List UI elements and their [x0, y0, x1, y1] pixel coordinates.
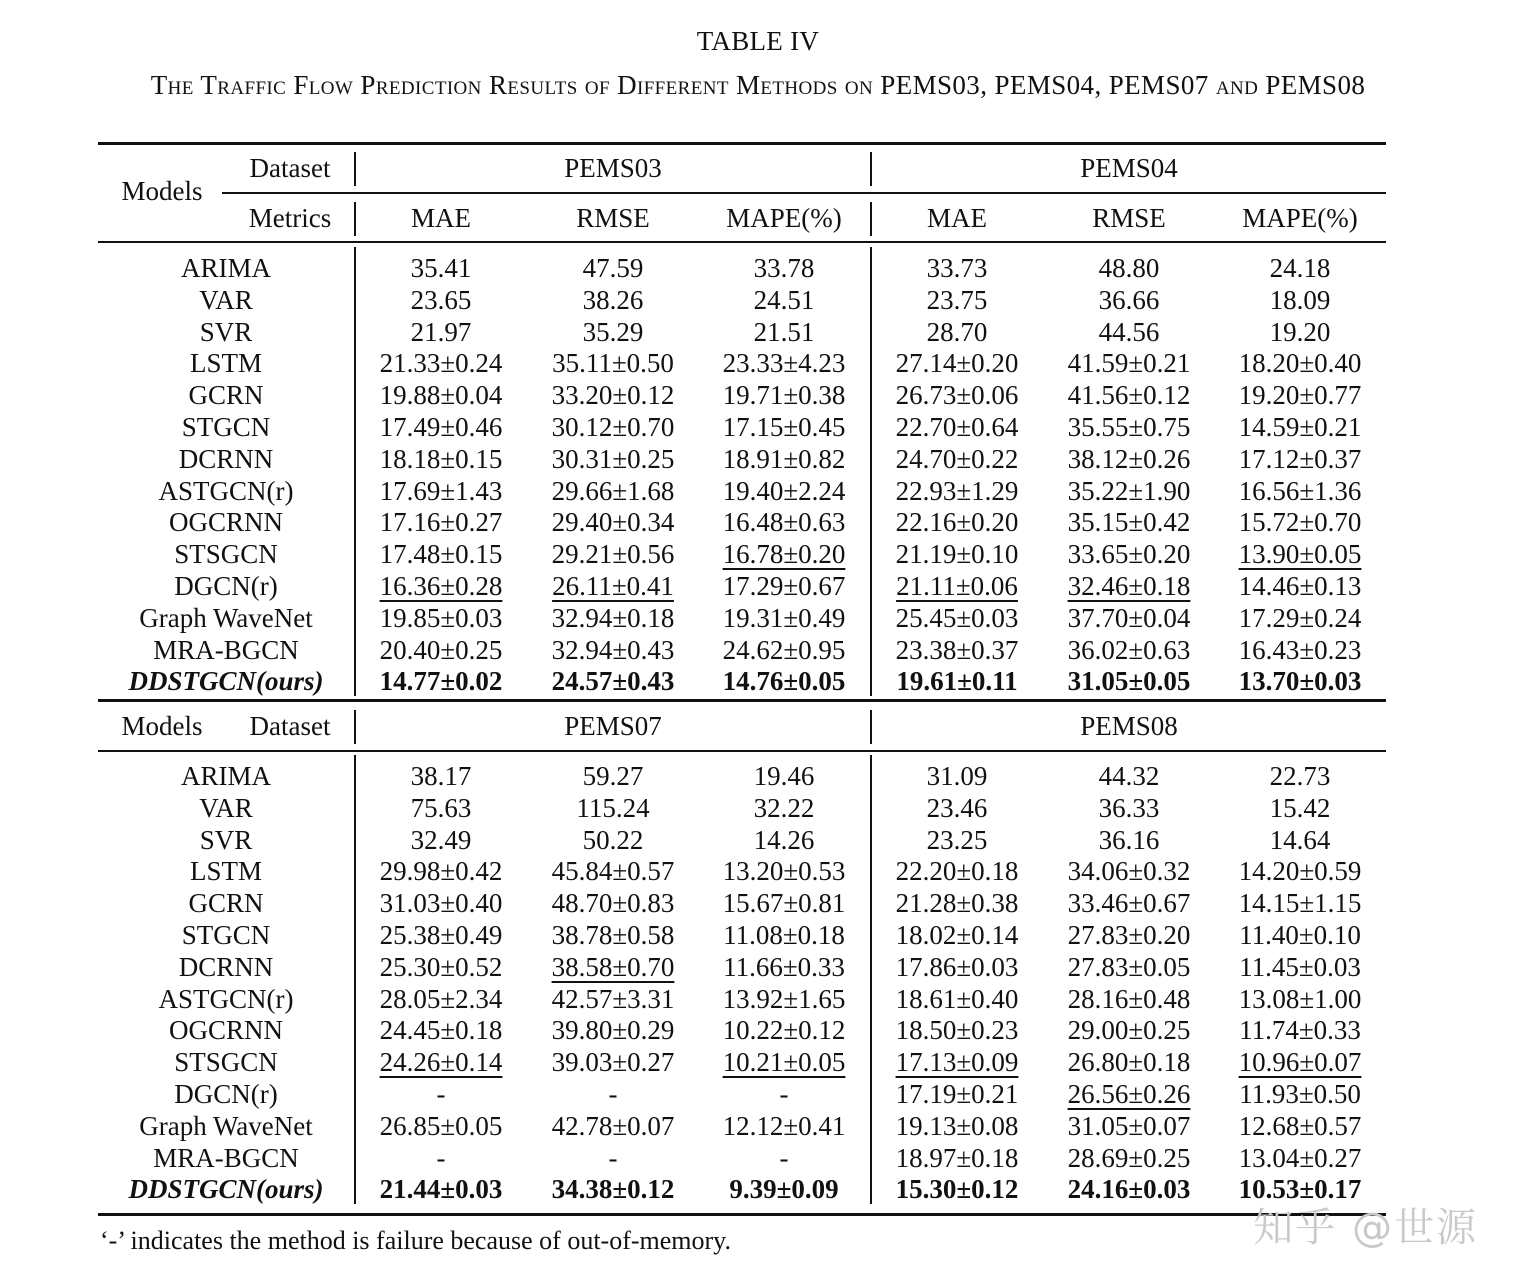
table-cell: 19.88±0.04 [379, 380, 503, 411]
dataset-label: PEMS04 [1080, 153, 1178, 183]
table-cell: 10.96±0.07 [1238, 1047, 1362, 1078]
table-label: TABLE IV [696, 26, 820, 56]
table-cell: 14.46±0.13 [1238, 571, 1362, 601]
table-cell: 28.70 [926, 316, 988, 347]
metric-label: RMSE [576, 203, 650, 233]
table-cell: 25.38±0.49 [379, 920, 503, 950]
model-name: MRA-BGCN [153, 1142, 299, 1173]
model-name: DCRNN [178, 443, 274, 474]
table-cell: 16.43±0.23 [1238, 634, 1362, 665]
table-cell: 18.97±0.18 [895, 1142, 1019, 1173]
table-cell: 17.29±0.67 [722, 571, 846, 601]
table-cell: 32.49 [410, 824, 472, 855]
model-name: VAR [199, 284, 253, 315]
metric-label: MAE [927, 203, 987, 233]
table-cell: 13.20±0.53 [722, 856, 846, 887]
model-name: ARIMA [180, 761, 272, 791]
table-cell: 19.85±0.03 [379, 602, 503, 633]
model-name: GCRN [188, 888, 264, 919]
table-cell: 23.38±0.37 [895, 634, 1019, 665]
table-cell: 33.65±0.20 [1067, 539, 1191, 570]
table-cell: 10.53±0.17 [1238, 1174, 1362, 1205]
table-cell: 19.20 [1269, 316, 1331, 347]
table-cell: 27.83±0.05 [1067, 951, 1191, 982]
header-divider [354, 710, 356, 744]
table-cell: 38.78±0.58 [551, 920, 675, 950]
table-cell: 22.16±0.20 [895, 507, 1019, 538]
model-name: DDSTGCN(ours) [128, 666, 324, 697]
table-cell: 17.29±0.24 [1238, 602, 1362, 633]
model-name: SVR [199, 316, 253, 347]
table-cell: 32.94±0.18 [551, 602, 675, 633]
dataset-label: PEMS07 [564, 711, 662, 741]
table-cell: 24.16±0.03 [1067, 1174, 1191, 1205]
header-divider [354, 202, 356, 236]
table-cell: 38.12±0.26 [1067, 443, 1191, 474]
model-name: STGCN [181, 412, 271, 442]
table-cell: 26.85±0.05 [379, 1110, 503, 1141]
table-cell: 16.78±0.20 [722, 539, 846, 570]
table-cell: 35.41 [410, 253, 472, 283]
table-cell: 41.56±0.12 [1067, 380, 1191, 411]
header-models: Models [121, 176, 203, 206]
metric-label: MAPE(%) [726, 203, 842, 233]
header-divider [870, 152, 872, 186]
table-cell: 15.30±0.12 [895, 1174, 1019, 1205]
table-cell: 19.40±2.24 [722, 475, 846, 506]
table-cell: 36.33 [1098, 792, 1160, 823]
table-cell: 19.31±0.49 [722, 602, 846, 633]
table-cell: 24.62±0.95 [722, 634, 846, 665]
table-cell: 27.14±0.20 [895, 348, 1019, 379]
table-cell: 35.11±0.50 [552, 348, 674, 379]
table-cell: 10.22±0.12 [722, 1015, 846, 1046]
table-cell: 24.18 [1269, 253, 1331, 283]
table-cell: 11.40±0.10 [1239, 920, 1361, 950]
table-cell: 9.39±0.09 [729, 1174, 839, 1205]
model-name: ASTGCN(r) [158, 475, 294, 506]
table-cell: 29.00±0.25 [1067, 1015, 1191, 1046]
table-cell: 20.40±0.25 [379, 634, 503, 665]
table-cell: 25.30±0.52 [379, 951, 503, 982]
table-cell: - [779, 1142, 789, 1173]
table-cell: 42.57±3.31 [551, 983, 675, 1014]
table-cell: 14.59±0.21 [1238, 412, 1362, 442]
table-cell: 36.02±0.63 [1067, 634, 1191, 665]
header-bottom-rule [98, 241, 1386, 243]
table-cell: 35.55±0.75 [1067, 412, 1191, 442]
table-cell: 31.03±0.40 [379, 888, 503, 919]
table-cell: 28.05±2.34 [379, 983, 503, 1014]
table-cell: 17.15±0.45 [722, 412, 846, 442]
table-cell: 39.80±0.29 [551, 1015, 675, 1046]
table-cell: 12.12±0.41 [722, 1110, 846, 1141]
table-cell: 35.22±1.90 [1067, 475, 1191, 506]
table-cell: - [779, 1079, 789, 1109]
header-divider [870, 710, 872, 744]
model-name: STSGCN [174, 1047, 278, 1078]
model-name: DCRNN [178, 951, 274, 982]
model-name: LSTM [189, 856, 263, 887]
table-cell: 14.15±1.15 [1238, 888, 1362, 919]
top-rule [98, 142, 1386, 145]
table-cell: 41.59±0.21 [1067, 348, 1191, 379]
model-name: MRA-BGCN [153, 634, 299, 665]
header-metrics: Metrics [248, 203, 332, 233]
table-cell: 14.64 [1269, 824, 1331, 855]
model-name: VAR [199, 792, 253, 823]
table-cell: 13.92±1.65 [722, 983, 846, 1014]
table-cell: 26.56±0.26 [1067, 1079, 1191, 1109]
table-cell: 23.25 [926, 824, 988, 855]
table-cell: 47.59 [582, 253, 644, 283]
table-cell: 39.03±0.27 [551, 1047, 675, 1078]
table-cell: 13.08±1.00 [1238, 983, 1362, 1014]
bottom-rule [98, 1213, 1386, 1216]
table-cell: 21.51 [753, 316, 815, 347]
model-name: ASTGCN(r) [158, 983, 294, 1014]
table-cell: 18.50±0.23 [895, 1015, 1019, 1046]
block-separator-rule [98, 699, 1386, 702]
table-cell: 22.93±1.29 [895, 475, 1019, 506]
table-cell: 15.42 [1269, 792, 1331, 823]
column-divider [870, 247, 872, 696]
table-cell: 11.66±0.33 [723, 951, 845, 982]
table-cell: 115.24 [576, 792, 650, 823]
model-name: SVR [199, 824, 253, 855]
table-cell: 24.70±0.22 [895, 443, 1019, 474]
table-cell: 19.61±0.11 [896, 666, 1018, 697]
table-cell: 31.05±0.07 [1067, 1110, 1191, 1141]
model-name: Graph WaveNet [139, 1110, 313, 1141]
model-name: STSGCN [174, 539, 278, 570]
table-cell: 33.46±0.67 [1067, 888, 1191, 919]
table-cell: 23.33±4.23 [722, 348, 846, 379]
table-cell: 44.56 [1098, 316, 1160, 347]
table-cell: 11.08±0.18 [723, 920, 845, 950]
table-cell: 38.17 [410, 761, 472, 791]
table-cell: 30.12±0.70 [551, 412, 675, 442]
table-cell: 22.20±0.18 [895, 856, 1019, 887]
table-cell: 14.20±0.59 [1238, 856, 1362, 887]
table-cell: 11.74±0.33 [1239, 1015, 1361, 1046]
table-cell: 42.78±0.07 [551, 1110, 675, 1141]
table-cell: 26.11±0.41 [552, 571, 674, 601]
table-cell: 37.70±0.04 [1067, 602, 1191, 633]
table-cell: - [436, 1079, 446, 1109]
footnote: ‘-’ indicates the method is failure because of out-of-memory. [100, 1226, 731, 1255]
table-cell: 13.70±0.03 [1238, 666, 1362, 697]
table-cell: 28.16±0.48 [1067, 983, 1191, 1014]
model-name: DGCN(r) [174, 571, 278, 601]
table-cell: 24.51 [753, 284, 815, 315]
table-cell: 32.94±0.43 [551, 634, 675, 665]
table-cell: 24.57±0.43 [551, 666, 675, 697]
table-cell: 23.65 [410, 284, 472, 315]
table-cell: 38.58±0.70 [551, 951, 675, 982]
table-cell: 24.26±0.14 [379, 1047, 503, 1078]
table-cell: 14.77±0.02 [379, 666, 503, 697]
table-cell: 18.09 [1269, 284, 1331, 315]
table-cell: 21.44±0.03 [379, 1174, 503, 1205]
table-cell: 33.73 [926, 253, 988, 283]
metric-label: MAPE(%) [1242, 203, 1358, 233]
header-dataset: Dataset [249, 711, 331, 741]
table-cell: 16.56±1.36 [1238, 475, 1362, 506]
table-cell: 34.38±0.12 [551, 1174, 675, 1205]
table-cell: - [608, 1079, 618, 1109]
table-cell: 17.13±0.09 [895, 1047, 1019, 1078]
table-cell: 17.86±0.03 [895, 951, 1019, 982]
table-cell: 35.15±0.42 [1067, 507, 1191, 538]
table-cell: 21.19±0.10 [895, 539, 1019, 570]
watermark: 知乎 @世源 [1253, 1205, 1478, 1251]
table-cell: 13.04±0.27 [1238, 1142, 1362, 1173]
table-cell: 34.06±0.32 [1067, 856, 1191, 887]
model-name: OGCRNN [168, 507, 284, 538]
table-cell: 21.33±0.24 [379, 348, 503, 379]
table-cell: 11.45±0.03 [1239, 951, 1361, 982]
table-cell: 50.22 [582, 824, 644, 855]
model-name: DGCN(r) [174, 1079, 278, 1109]
model-name: OGCRNN [168, 1015, 284, 1046]
table-cell: 17.69±1.43 [379, 475, 503, 506]
table-cell: 17.16±0.27 [379, 507, 503, 538]
table-cell: 17.48±0.15 [379, 539, 503, 570]
table-cell: - [436, 1142, 446, 1173]
table-cell: 36.66 [1098, 284, 1160, 315]
column-divider [870, 755, 872, 1204]
table-cell: 32.46±0.18 [1067, 571, 1191, 601]
table-cell: 17.19±0.21 [895, 1079, 1019, 1109]
table-cell: 32.22 [753, 792, 815, 823]
table-cell: 29.66±1.68 [551, 475, 675, 506]
table-cell: 18.02±0.14 [895, 920, 1019, 950]
table-cell: 22.73 [1269, 761, 1331, 791]
table-cell: 18.20±0.40 [1238, 348, 1362, 379]
table-cell: 33.78 [753, 253, 815, 283]
table-cell: 16.36±0.28 [379, 571, 503, 601]
header-bottom-rule [98, 750, 1386, 752]
model-name: STGCN [181, 920, 271, 950]
table-cell: 24.45±0.18 [379, 1015, 503, 1046]
table-cell: 19.13±0.08 [895, 1110, 1019, 1141]
dataset-label: PEMS08 [1080, 711, 1178, 741]
table-cell: 33.20±0.12 [551, 380, 675, 411]
model-name: ARIMA [180, 253, 272, 283]
table-cell: 12.68±0.57 [1238, 1110, 1362, 1141]
table-cell: 19.20±0.77 [1238, 380, 1362, 411]
table-cell: 14.26 [753, 824, 815, 855]
table-cell: 31.09 [926, 761, 988, 791]
table-cell: 19.46 [753, 761, 815, 791]
table-cell: 23.75 [926, 284, 988, 315]
table-cell: 29.21±0.56 [551, 539, 675, 570]
table-cell: 11.93±0.50 [1239, 1079, 1361, 1109]
table-cell: - [608, 1142, 618, 1173]
table-cell: 17.12±0.37 [1238, 443, 1362, 474]
table-cell: 44.32 [1098, 761, 1160, 791]
header-divider [354, 152, 356, 186]
table-cell: 30.31±0.25 [551, 443, 675, 474]
table-cell: 15.67±0.81 [722, 888, 846, 919]
model-name: LSTM [189, 348, 263, 379]
column-divider [354, 247, 356, 696]
table-cell: 26.73±0.06 [895, 380, 1019, 411]
table-cell: 18.18±0.15 [379, 443, 503, 474]
table-cell: 18.91±0.82 [722, 443, 846, 474]
model-name: DDSTGCN(ours) [128, 1174, 324, 1205]
table-cell: 26.80±0.18 [1067, 1047, 1191, 1078]
table-caption: The Traffic Flow Prediction Results of Different Methods on PEMS03, PEMS04, PEMS07 and PEMS08 [150, 70, 1366, 100]
table-cell: 19.71±0.38 [722, 380, 846, 411]
header-dataset: Dataset [249, 153, 331, 183]
table-cell: 28.69±0.25 [1067, 1142, 1191, 1173]
table-cell: 23.46 [926, 792, 988, 823]
table-cell: 13.90±0.05 [1238, 539, 1362, 570]
header-models: Models [121, 711, 203, 741]
table-cell: 48.70±0.83 [551, 888, 675, 919]
model-name: Graph WaveNet [139, 602, 313, 633]
table-cell: 29.98±0.42 [379, 856, 503, 887]
table-cell: 10.21±0.05 [722, 1047, 846, 1078]
table-cell: 25.45±0.03 [895, 602, 1019, 633]
table-cell: 36.16 [1098, 824, 1160, 855]
table-cell: 21.28±0.38 [895, 888, 1019, 919]
model-name: GCRN [188, 380, 264, 411]
metric-label: MAE [411, 203, 471, 233]
table-cell: 14.76±0.05 [722, 666, 846, 697]
dataset-label: PEMS03 [564, 153, 662, 183]
table-cell: 22.70±0.64 [895, 412, 1019, 442]
table-cell: 27.83±0.20 [1067, 920, 1191, 950]
table-cell: 38.26 [582, 284, 644, 315]
table-cell: 35.29 [582, 316, 644, 347]
table-cell: 29.40±0.34 [551, 507, 675, 538]
table-cell: 16.48±0.63 [722, 507, 846, 538]
header-divider [870, 202, 872, 236]
table-cell: 45.84±0.57 [551, 856, 675, 887]
table-cell: 21.97 [410, 316, 472, 347]
table-cell: 48.80 [1098, 253, 1160, 283]
metric-label: RMSE [1092, 203, 1166, 233]
table-cell: 75.63 [410, 792, 472, 823]
table-cell: 18.61±0.40 [895, 983, 1019, 1014]
header-midrule [222, 192, 1386, 194]
table-cell: 15.72±0.70 [1238, 507, 1362, 538]
table-cell: 17.49±0.46 [379, 412, 503, 442]
table-cell: 59.27 [582, 761, 644, 791]
table-cell: 21.11±0.06 [896, 571, 1018, 601]
table-cell: 31.05±0.05 [1067, 666, 1191, 697]
column-divider [354, 755, 356, 1204]
